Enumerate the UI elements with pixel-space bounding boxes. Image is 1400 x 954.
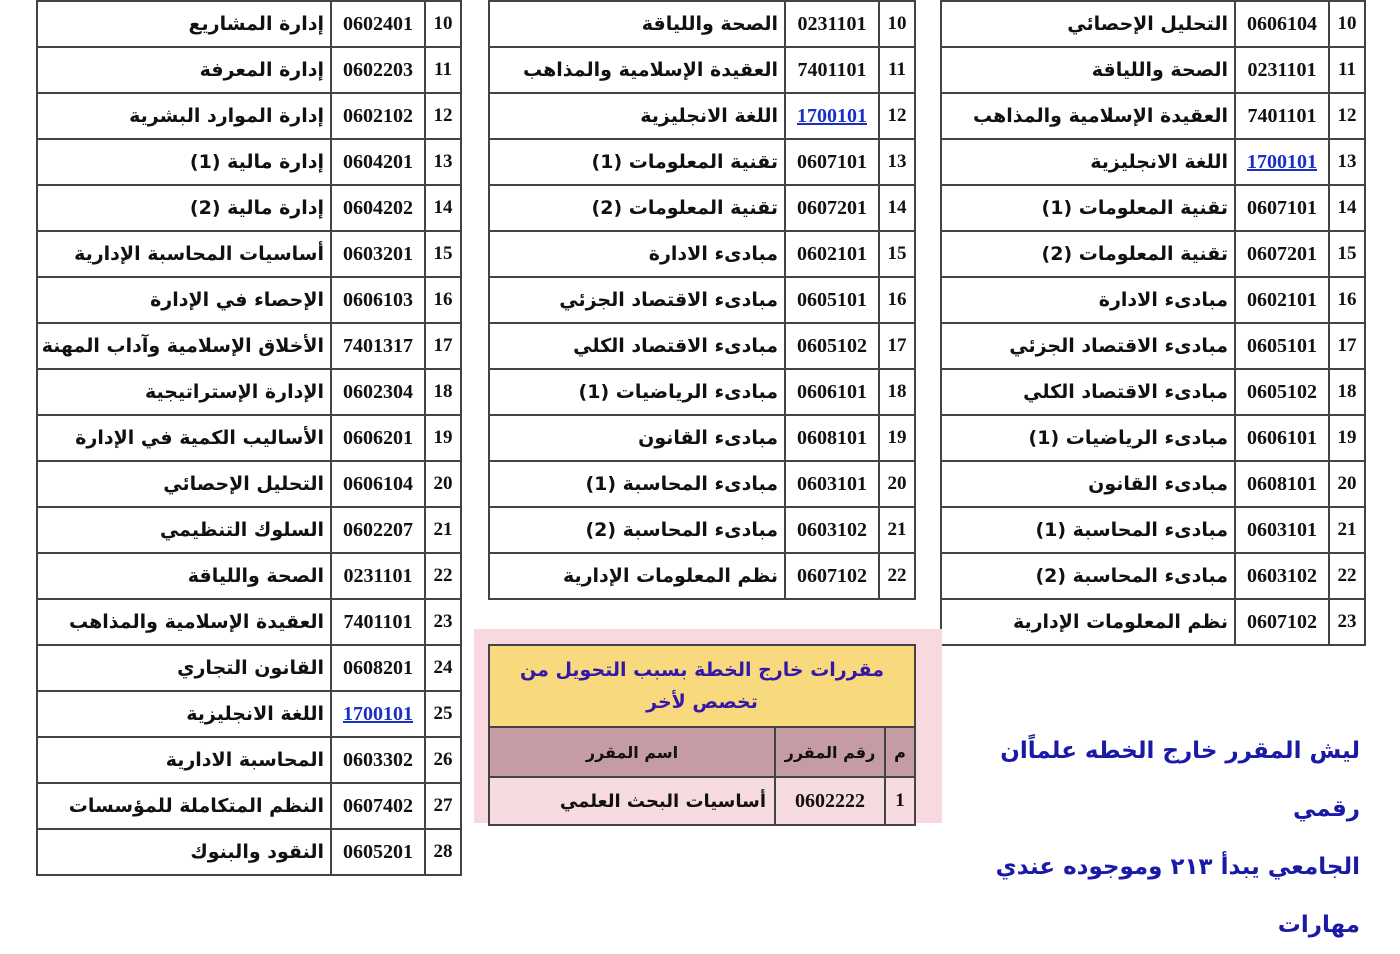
- table-row: [37, 47, 461, 93]
- table-row: [941, 277, 1365, 323]
- row-number: 18: [1329, 369, 1365, 415]
- table-row: [941, 507, 1365, 553]
- course-name: أساسيات المحاسبة الإدارية: [37, 231, 331, 277]
- course-name: مبادىء الرياضيات (1): [489, 369, 785, 415]
- course-name: اللغة الانجليزية: [37, 691, 331, 737]
- course-code: 0606103: [331, 277, 425, 323]
- course-name: مبادىء الرياضيات (1): [941, 415, 1235, 461]
- course-name: الأخلاق الإسلامية وآداب المهنة: [37, 323, 331, 369]
- course-code: 0602101: [785, 231, 879, 277]
- course-code: 0608201: [331, 645, 425, 691]
- course-name: مبادىء المحاسبة (1): [941, 507, 1235, 553]
- course-name: تقنية المعلومات (1): [489, 139, 785, 185]
- table-row: [941, 461, 1365, 507]
- table-row: [37, 93, 461, 139]
- row-number: 13: [879, 139, 915, 185]
- table-row: [489, 507, 915, 553]
- course-code: 0607201: [785, 185, 879, 231]
- course-name: إدارة مالية (1): [37, 139, 331, 185]
- table-row: [37, 737, 461, 783]
- row-number: 27: [425, 783, 461, 829]
- course-name: مبادىء المحاسبة (1): [489, 461, 785, 507]
- course-name: القانون التجاري: [37, 645, 331, 691]
- course-name: إدارة الموارد البشرية: [37, 93, 331, 139]
- table-row: [37, 139, 461, 185]
- course-code: 0606201: [331, 415, 425, 461]
- course-name: العقيدة الإسلامية والمذاهب: [489, 47, 785, 93]
- table-row: [941, 47, 1365, 93]
- course-code-link[interactable]: 1700101: [343, 702, 413, 725]
- course-name: نظم المعلومات الإدارية: [489, 553, 785, 599]
- row-number: 14: [879, 185, 915, 231]
- table-row: [489, 277, 915, 323]
- table-row: [489, 231, 915, 277]
- table-row: [941, 231, 1365, 277]
- course-code: 0606104: [331, 461, 425, 507]
- course-name: المحاسبة الادارية: [37, 737, 331, 783]
- row-number: 20: [879, 461, 915, 507]
- table-row: [489, 369, 915, 415]
- course-name: مبادىء القانون: [489, 415, 785, 461]
- table-row: [489, 553, 915, 599]
- course-name: إدارة المعرفة: [37, 47, 331, 93]
- row-number: 11: [1329, 47, 1365, 93]
- row-number: 15: [879, 231, 915, 277]
- course-code: 0603102: [1235, 553, 1329, 599]
- course-code: 0602102: [331, 93, 425, 139]
- course-name: مبادىء المحاسبة (2): [489, 507, 785, 553]
- row-number: 21: [1329, 507, 1365, 553]
- row-number: 22: [425, 553, 461, 599]
- course-code: 0606101: [785, 369, 879, 415]
- row-number: 1: [885, 777, 915, 825]
- course-code: 0607101: [1235, 185, 1329, 231]
- row-number: 10: [1329, 1, 1365, 47]
- course-code-link[interactable]: 1700101: [797, 104, 867, 127]
- row-number: 12: [425, 93, 461, 139]
- table-row: [941, 369, 1365, 415]
- table-row: [941, 415, 1365, 461]
- row-number: 19: [879, 415, 915, 461]
- course-code: 0231101: [1235, 47, 1329, 93]
- course-code: 0605101: [1235, 323, 1329, 369]
- course-name: تقنية المعلومات (2): [941, 231, 1235, 277]
- course-code: 0603101: [1235, 507, 1329, 553]
- table-row: [941, 93, 1365, 139]
- table-row: [37, 829, 461, 875]
- table-row: [37, 277, 461, 323]
- table-row: [37, 461, 461, 507]
- course-name: إدارة مالية (2): [37, 185, 331, 231]
- col-header-code: رقم المقرر: [775, 727, 885, 777]
- course-name: نظم المعلومات الإدارية: [941, 599, 1235, 645]
- course-name: العقيدة الإسلامية والمذاهب: [941, 93, 1235, 139]
- course-code: 0605102: [785, 323, 879, 369]
- course-name: مبادىء القانون: [941, 461, 1235, 507]
- course-name: تقنية المعلومات (1): [941, 185, 1235, 231]
- extra-course-row: [489, 777, 915, 825]
- course-code: 0602207: [331, 507, 425, 553]
- course-code: 0602101: [1235, 277, 1329, 323]
- table-row: [941, 323, 1365, 369]
- course-code: 7401101: [331, 599, 425, 645]
- row-number: 13: [425, 139, 461, 185]
- row-number: 23: [1329, 599, 1365, 645]
- course-code-cell: [785, 93, 879, 139]
- extra-courses-title: مقررات خارج الخطة بسبب التحويل من تخصص لأخر: [489, 645, 915, 727]
- row-number: 20: [1329, 461, 1365, 507]
- table-row: [37, 645, 461, 691]
- row-number: 10: [879, 1, 915, 47]
- course-code: 0603201: [331, 231, 425, 277]
- table-row: [489, 323, 915, 369]
- courses-table-right: [940, 0, 1366, 646]
- course-code: 0607201: [1235, 231, 1329, 277]
- table-row: [37, 231, 461, 277]
- course-name: الأساليب الكمية في الإدارة: [37, 415, 331, 461]
- course-code: 7401317: [331, 323, 425, 369]
- note-line-1: ليش المقرر خارج الخطه علماًان رقمي: [1000, 738, 1360, 822]
- extra-courses-table: [488, 644, 916, 826]
- note-line-2: الجامعي يبدأ ٢١٣ وموجوده عندي مهارات: [995, 854, 1360, 938]
- course-name: النقود والبنوك: [37, 829, 331, 875]
- table-row: [489, 461, 915, 507]
- row-number: 11: [879, 47, 915, 93]
- course-name: النظم المتكاملة للمؤسسات: [37, 783, 331, 829]
- course-code: 0602203: [331, 47, 425, 93]
- row-number: 22: [879, 553, 915, 599]
- course-name: العقيدة الإسلامية والمذاهب: [37, 599, 331, 645]
- course-code-link[interactable]: 1700101: [1247, 150, 1317, 173]
- row-number: 17: [425, 323, 461, 369]
- row-number: 12: [1329, 93, 1365, 139]
- row-number: 15: [425, 231, 461, 277]
- courses-table-left: [36, 0, 462, 876]
- course-name: اللغة الانجليزية: [941, 139, 1235, 185]
- row-number: 17: [1329, 323, 1365, 369]
- course-name: مبادىء الاقتصاد الكلي: [941, 369, 1235, 415]
- row-number: 15: [1329, 231, 1365, 277]
- course-code-cell: [1235, 139, 1329, 185]
- row-number: 20: [425, 461, 461, 507]
- table-row: [37, 599, 461, 645]
- table-row: [489, 1, 915, 47]
- course-code: 0608101: [785, 415, 879, 461]
- table-row: [37, 415, 461, 461]
- row-number: 18: [425, 369, 461, 415]
- row-number: 26: [425, 737, 461, 783]
- row-number: 25: [425, 691, 461, 737]
- course-code: 0605101: [785, 277, 879, 323]
- table-row: [37, 691, 461, 737]
- course-name: اللغة الانجليزية: [489, 93, 785, 139]
- course-name: تقنية المعلومات (2): [489, 185, 785, 231]
- table-row: [37, 783, 461, 829]
- courses-table-middle: [488, 0, 916, 600]
- row-number: 18: [879, 369, 915, 415]
- course-name: أساسيات البحث العلمي: [489, 777, 775, 825]
- row-number: 13: [1329, 139, 1365, 185]
- course-code: 0606101: [1235, 415, 1329, 461]
- row-number: 12: [879, 93, 915, 139]
- course-name: مبادىء الاقتصاد الجزئي: [489, 277, 785, 323]
- row-number: 10: [425, 1, 461, 47]
- course-name: مبادىء الاقتصاد الجزئي: [941, 323, 1235, 369]
- course-code-cell: [331, 691, 425, 737]
- row-number: 11: [425, 47, 461, 93]
- course-code: 0607102: [1235, 599, 1329, 645]
- row-number: 21: [425, 507, 461, 553]
- course-code: 0607402: [331, 783, 425, 829]
- table-row: [941, 185, 1365, 231]
- course-name: مبادىء المحاسبة (2): [941, 553, 1235, 599]
- course-code: 0606104: [1235, 1, 1329, 47]
- row-number: 16: [879, 277, 915, 323]
- table-row: [941, 139, 1365, 185]
- table-row: [489, 415, 915, 461]
- course-name: التحليل الإحصائي: [941, 1, 1235, 47]
- table-row: [37, 1, 461, 47]
- course-name: الصحة واللياقة: [37, 553, 331, 599]
- col-header-num: م: [885, 727, 915, 777]
- course-code: 0603102: [785, 507, 879, 553]
- row-number: 19: [1329, 415, 1365, 461]
- course-name: مبادىء الادارة: [489, 231, 785, 277]
- course-code: 0602304: [331, 369, 425, 415]
- course-code: 0602222: [775, 777, 885, 825]
- table-row: [941, 599, 1365, 645]
- course-name: الإحصاء في الإدارة: [37, 277, 331, 323]
- row-number: 21: [879, 507, 915, 553]
- col-header-name: اسم المقرر: [489, 727, 775, 777]
- row-number: 16: [425, 277, 461, 323]
- course-code: 0607101: [785, 139, 879, 185]
- table-row: [37, 507, 461, 553]
- course-name: الصحة واللياقة: [941, 47, 1235, 93]
- table-row: [37, 185, 461, 231]
- row-number: 24: [425, 645, 461, 691]
- course-code: 0231101: [331, 553, 425, 599]
- course-code: 0603302: [331, 737, 425, 783]
- course-code: 0231101: [785, 1, 879, 47]
- course-code: 0602401: [331, 1, 425, 47]
- course-name: إدارة المشاريع: [37, 1, 331, 47]
- course-code: 0605102: [1235, 369, 1329, 415]
- table-row: [489, 93, 915, 139]
- table-row: [37, 369, 461, 415]
- question-note: [940, 722, 1360, 954]
- course-name: التحليل الإحصائي: [37, 461, 331, 507]
- row-number: 19: [425, 415, 461, 461]
- course-name: مبادىء الادارة: [941, 277, 1235, 323]
- table-row: [37, 323, 461, 369]
- row-number: 16: [1329, 277, 1365, 323]
- row-number: 28: [425, 829, 461, 875]
- table-row: [941, 1, 1365, 47]
- row-number: 23: [425, 599, 461, 645]
- row-number: 17: [879, 323, 915, 369]
- table-row: [489, 185, 915, 231]
- row-number: 22: [1329, 553, 1365, 599]
- course-code: 0607102: [785, 553, 879, 599]
- course-name: السلوك التنظيمي: [37, 507, 331, 553]
- course-code: 0604201: [331, 139, 425, 185]
- course-code: 7401101: [785, 47, 879, 93]
- course-name: الصحة واللياقة: [489, 1, 785, 47]
- course-code: 0603101: [785, 461, 879, 507]
- table-row: [37, 553, 461, 599]
- course-name: مبادىء الاقتصاد الكلي: [489, 323, 785, 369]
- table-row: [489, 139, 915, 185]
- course-code: 0605201: [331, 829, 425, 875]
- table-row: [941, 553, 1365, 599]
- row-number: 14: [1329, 185, 1365, 231]
- course-name: الإدارة الإستراتيجية: [37, 369, 331, 415]
- row-number: 14: [425, 185, 461, 231]
- course-code: 0608101: [1235, 461, 1329, 507]
- course-code: 7401101: [1235, 93, 1329, 139]
- table-row: [489, 47, 915, 93]
- course-code: 0604202: [331, 185, 425, 231]
